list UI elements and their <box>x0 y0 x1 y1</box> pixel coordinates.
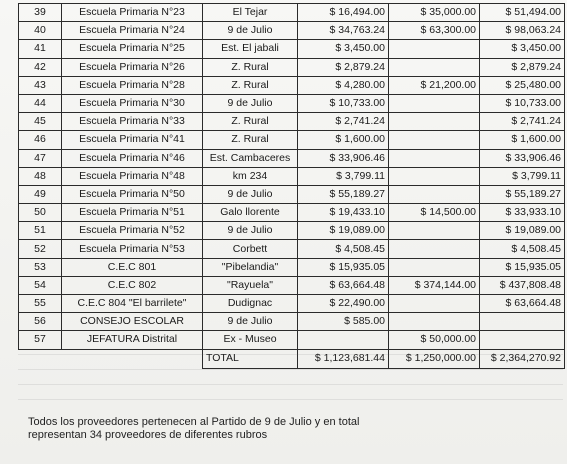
amount-b <box>389 185 480 203</box>
institution-name: CONSEJO ESCOLAR <box>62 313 203 331</box>
location: Est. El jabali <box>203 40 298 58</box>
table-row <box>19 276 565 294</box>
table-row <box>19 94 565 112</box>
table-row <box>19 4 565 22</box>
row-total <box>480 331 565 349</box>
row-number: 42 <box>19 58 62 76</box>
institution-name: C.E.C 801 <box>62 258 203 276</box>
row-number: 54 <box>19 276 62 294</box>
location: Corbett <box>203 240 298 258</box>
grand-total: $ 2,364,270.92 <box>480 349 565 368</box>
institution-name: Escuela Primaria N°50 <box>62 185 203 203</box>
table-row <box>19 131 565 149</box>
institution-name: Escuela Primaria N°53 <box>62 240 203 258</box>
total-row <box>19 349 565 368</box>
total-amount-a: $ 1,123,681.44 <box>298 349 389 368</box>
footer-note-line-1: Todos los proveedores pertenecen al Partido de 9 de Julio y en total <box>28 416 360 428</box>
amount-a: $ 1,600.00 <box>298 131 389 149</box>
amount-b <box>389 222 480 240</box>
location: 9 de Julio <box>203 94 298 112</box>
location: km 234 <box>203 167 298 185</box>
row-number: 40 <box>19 22 62 40</box>
row-number: 49 <box>19 185 62 203</box>
location: 9 de Julio <box>203 313 298 331</box>
amount-b: $ 50,000.00 <box>389 331 480 349</box>
institution-name: Escuela Primaria N°46 <box>62 149 203 167</box>
location: 9 de Julio <box>203 222 298 240</box>
amount-a <box>298 331 389 349</box>
location: Ex - Museo <box>203 331 298 349</box>
institution-name: Escuela Primaria N°41 <box>62 131 203 149</box>
row-total: $ 63,664.48 <box>480 295 565 313</box>
row-number: 53 <box>19 258 62 276</box>
total-blank-cell-2 <box>62 349 203 368</box>
table-row <box>19 222 565 240</box>
amount-b <box>389 149 480 167</box>
institution-name: Escuela Primaria N°33 <box>62 113 203 131</box>
amount-b: $ 35,000.00 <box>389 4 480 22</box>
row-total: $ 3,799.11 <box>480 167 565 185</box>
row-number: 44 <box>19 94 62 112</box>
row-total: $ 10,733.00 <box>480 94 565 112</box>
location: Z. Rural <box>203 113 298 131</box>
table-row <box>19 313 565 331</box>
institution-name: Escuela Primaria N°26 <box>62 58 203 76</box>
location: Z. Rural <box>203 58 298 76</box>
amount-a: $ 19,433.10 <box>298 204 389 222</box>
location: Dudignac <box>203 295 298 313</box>
amount-a: $ 34,763.24 <box>298 22 389 40</box>
table-row <box>19 295 565 313</box>
table-row <box>19 22 565 40</box>
total-label: TOTAL <box>203 349 298 368</box>
table-row <box>19 167 565 185</box>
amount-b <box>389 58 480 76</box>
amount-a: $ 3,799.11 <box>298 167 389 185</box>
institution-name: JEFATURA Distrital <box>62 331 203 349</box>
row-total: $ 19,089.00 <box>480 222 565 240</box>
location: Galo llorente <box>203 204 298 222</box>
row-number: 51 <box>19 222 62 240</box>
amount-b <box>389 40 480 58</box>
amount-a: $ 15,935.05 <box>298 258 389 276</box>
row-number: 57 <box>19 331 62 349</box>
amount-a: $ 4,280.00 <box>298 76 389 94</box>
row-total: $ 51,494.00 <box>480 4 565 22</box>
amount-a: $ 585.00 <box>298 313 389 331</box>
row-total: $ 33,933.10 <box>480 204 565 222</box>
location: Est. Cambaceres <box>203 149 298 167</box>
institution-name: C.E.C 804 "El barrilete" <box>62 295 203 313</box>
location: Z. Rural <box>203 131 298 149</box>
row-total: $ 2,879.24 <box>480 58 565 76</box>
amount-b: $ 374,144.00 <box>389 276 480 294</box>
institution-name: C.E.C 802 <box>62 276 203 294</box>
row-total: $ 15,935.05 <box>480 258 565 276</box>
amount-a: $ 3,450.00 <box>298 40 389 58</box>
amount-a: $ 22,490.00 <box>298 295 389 313</box>
institution-name: Escuela Primaria N°23 <box>62 4 203 22</box>
table-row <box>19 149 565 167</box>
amount-b <box>389 295 480 313</box>
row-number: 47 <box>19 149 62 167</box>
location: Z. Rural <box>203 76 298 94</box>
amount-b <box>389 167 480 185</box>
row-number: 55 <box>19 295 62 313</box>
providers-table <box>18 3 565 369</box>
row-number: 41 <box>19 40 62 58</box>
table-body <box>19 4 565 350</box>
amount-b <box>389 131 480 149</box>
row-number: 39 <box>19 4 62 22</box>
institution-name: Escuela Primaria N°25 <box>62 40 203 58</box>
row-total: $ 25,480.00 <box>480 76 565 94</box>
institution-name: Escuela Primaria N°24 <box>62 22 203 40</box>
table-row <box>19 58 565 76</box>
amount-b: $ 14,500.00 <box>389 204 480 222</box>
amount-b <box>389 113 480 131</box>
amount-a: $ 55,189.27 <box>298 185 389 203</box>
amount-a: $ 4,508.45 <box>298 240 389 258</box>
table-row <box>19 258 565 276</box>
row-total: $ 4,508.45 <box>480 240 565 258</box>
footer-note-line-2: representan 34 proveedores de diferentes rubros <box>28 429 268 441</box>
amount-b <box>389 258 480 276</box>
location: El Tejar <box>203 4 298 22</box>
footer-note <box>28 416 388 442</box>
amount-a: $ 10,733.00 <box>298 94 389 112</box>
table-row <box>19 113 565 131</box>
institution-name: Escuela Primaria N°28 <box>62 76 203 94</box>
row-number: 50 <box>19 204 62 222</box>
location: "Pibelandia" <box>203 258 298 276</box>
row-number: 43 <box>19 76 62 94</box>
amount-b <box>389 240 480 258</box>
row-number: 46 <box>19 131 62 149</box>
table-row <box>19 185 565 203</box>
location: "Rayuela" <box>203 276 298 294</box>
row-number: 45 <box>19 113 62 131</box>
row-number: 56 <box>19 313 62 331</box>
institution-name: Escuela Primaria N°52 <box>62 222 203 240</box>
amount-a: $ 2,741.24 <box>298 113 389 131</box>
amount-a: $ 63,664.48 <box>298 276 389 294</box>
table-row <box>19 76 565 94</box>
row-total: $ 437,808.48 <box>480 276 565 294</box>
amount-a: $ 19,089.00 <box>298 222 389 240</box>
amount-b <box>389 94 480 112</box>
table-row <box>19 331 565 349</box>
table-row <box>19 40 565 58</box>
total-blank-cell-1 <box>19 349 62 368</box>
institution-name: Escuela Primaria N°30 <box>62 94 203 112</box>
location: 9 de Julio <box>203 22 298 40</box>
row-total: $ 2,741.24 <box>480 113 565 131</box>
amount-b: $ 21,200.00 <box>389 76 480 94</box>
amount-a: $ 33,906.46 <box>298 149 389 167</box>
institution-name: Escuela Primaria N°48 <box>62 167 203 185</box>
table-row <box>19 240 565 258</box>
row-total: $ 3,450.00 <box>480 40 565 58</box>
row-total: $ 98,063.24 <box>480 22 565 40</box>
amount-b <box>389 313 480 331</box>
table-row <box>19 204 565 222</box>
location: 9 de Julio <box>203 185 298 203</box>
amount-a: $ 2,879.24 <box>298 58 389 76</box>
amount-b: $ 63,300.00 <box>389 22 480 40</box>
row-total: $ 1,600.00 <box>480 131 565 149</box>
total-amount-b: $ 1,250,000.00 <box>389 349 480 368</box>
amount-a: $ 16,494.00 <box>298 4 389 22</box>
institution-name: Escuela Primaria N°51 <box>62 204 203 222</box>
row-number: 52 <box>19 240 62 258</box>
row-total <box>480 313 565 331</box>
row-number: 48 <box>19 167 62 185</box>
row-total: $ 55,189.27 <box>480 185 565 203</box>
row-total: $ 33,906.46 <box>480 149 565 167</box>
